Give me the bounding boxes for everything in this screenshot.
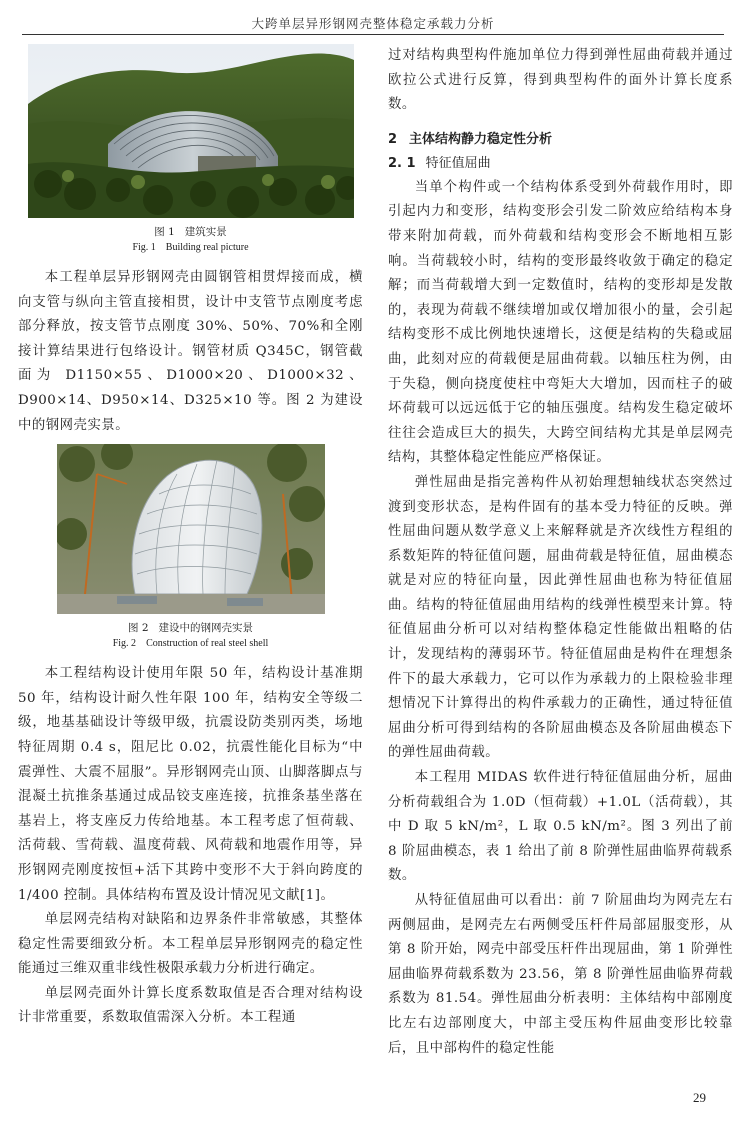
figure-1-title-cn: 建筑实景 <box>184 226 227 238</box>
figure-1-caption-cn <box>18 224 363 240</box>
figure-1 <box>18 44 363 256</box>
right-paragraph-4: 从特征值屈曲可以看出：前 7 阶屈曲均为网壳左右两侧屈曲，是网壳左右两侧受压杆件局部屈服变形，从第 8 阶开始，网壳中部受压杆件出现屈曲，第 1 阶弹性屈曲临界荷载系数为 23.56，第 8 阶弹性屈曲临界荷载系数为 81.54。弹性屈曲分析表明：主体结构中部刚度比左右边部刚度大，中部主受压构件屈曲变形比较靠后，且中部构件的稳定性能 <box>388 893 733 1056</box>
left-paragraph-4: 单层网壳面外计算长度系数取值是否合理对结构设计非常重要，系数取值需深入分析。本工程通 <box>18 985 363 1026</box>
section-2-heading <box>388 128 733 152</box>
left-column <box>18 44 363 1031</box>
right-paragraph-3: 本工程用 MIDAS 软件进行特征值屈曲分析，屈曲分析荷载组合为 1.0D（恒荷载）+1.0L（活荷载），其中 D 取 5 kN/m²，L 取 0.5 kN/m²。图 3 列出了前 8 阶屈曲模态，表 1 给出了前 8 阶弹性屈曲临界荷载系数。 <box>388 770 733 884</box>
section-2-title: 主体结构静力稳定性分析 <box>409 131 553 147</box>
header-rule <box>22 34 724 35</box>
right-column <box>388 44 733 1061</box>
section-2-number: 2 <box>388 131 398 147</box>
figure-2-caption-cn <box>18 620 363 636</box>
left-paragraph-1: 本工程单层异形钢网壳由圆钢管相贯焊接而成，横向支管与纵向主管直接相贯，设计中支管节点刚度考虑部分释放，按支管节点刚度 30%、50%、70%和全刚接计算结果进行包络设计。钢管材质 Q345C，钢管截面为 D1150×55、D1000×20、D1000×32、D900×14、D950×14、D325×10 等。图 2 为建设中的钢网壳实景。 <box>18 270 363 433</box>
construction-photo-illustration <box>57 444 325 614</box>
figure-1-caption-en <box>18 240 363 256</box>
building-photo <box>28 44 354 218</box>
right-paragraph-2: 弹性屈曲是指完善构件从初始理想轴线状态突然过渡到变形状态，是构件固有的基本受力特征的反映。弹性屈曲问题从数学意义上来解释就是齐次线性方程组的系数矩阵的特征值问题，屈曲荷载是特征值，屈曲模态就是对应的特征向量，因此弹性屈曲也称为特征值屈曲。结构的特征值屈曲用结构的线弹性模型来计算。特征值屈曲分析可以对结构整体稳定性能做出粗略的估计，发现结构的薄弱环节。特征值屈曲是构件在理想条件下的最大承载力，它可以作为承载力的上限检验非理想情况下计算得出的构件承载力的正确性，通过特征值屈曲分析可得到结构的各阶屈曲模态及各阶屈曲模态下的弹性屈曲荷载。 <box>388 474 733 761</box>
figure-2-caption-en <box>18 636 363 652</box>
section-2-1-number: 2. 1 <box>388 155 416 171</box>
figure-2-label-cn: 图 2 <box>127 622 149 635</box>
section-2-1-heading <box>388 152 733 176</box>
running-title: 大跨单层异形钢网壳整体稳定承载力分析 <box>251 16 495 31</box>
right-paragraph-1: 当单个构件或一个结构体系受到外荷载作用时，即引起内力和变形，结构变形会引发二阶效应给结构本身带来附加荷载，而外荷载和结构变形会不断地相互影响。当荷载较小时，结构的变形最终收敛于确定的稳定解；而当荷载增大到一定数值时，结构的变形却是发散的，表现为荷载不继续增加或仅增加很小的量，会引起结构变形不成比例地快速增长，这便是结构的失稳或屈曲，此刻对应的荷载便是屈曲荷载。以轴压柱为例，由于失稳，侧向挠度使柱中弯矩大大增加，因而柱子的破坏荷载可以远远低于它的轴压强度。结构发生稳定破坏往往会造成巨大的损失，大跨空间结构尤其是单层网壳结构，其整体稳定性能应严格保证。 <box>388 179 733 466</box>
figure-2 <box>18 444 363 652</box>
figure-2-title-en: Construction of real steel shell <box>146 638 269 650</box>
figure-1-title-en: Building real picture <box>165 242 249 253</box>
figure-2-title-cn: 建设中的钢网壳实景 <box>158 622 254 635</box>
building-photo-illustration <box>28 44 354 218</box>
figure-2-label-en: Fig. 2 <box>112 638 137 650</box>
page-number: 29 <box>693 1090 706 1105</box>
left-paragraph-2: 本工程结构设计使用年限 50 年，结构设计基准期 50 年，结构设计耐久性年限 100 年，结构安全等级二级，地基基础设计等级甲级，抗震设防类别丙类，场地特征周期 0.4 s，阻尼比 0.02，抗震性能化目标为“中震弹性、大震不屈服”。异形钢网壳山顶、山脚落脚点与混凝土抗推条基通过成品铰支座连接，抗推条基坐落在基岩上，将支座反力传给地基。本工程考虑了恒荷载、活荷载、雪荷载、温度荷载、风荷载和地震作用等，异形钢网壳刚度按恒+活下其跨中变形不大于斜向跨度的 1/400 控制。具体结构布置及设计情况见文献[1]。 <box>18 666 363 903</box>
left-paragraph-3: 单层网壳结构对缺陷和边界条件非常敏感，其整体稳定性需要细致分析。本工程单层异形钢网壳的稳定性能通过三维双重非线性极限承载力分析进行确定。 <box>18 912 363 977</box>
figure-1-label-cn: 图 1 <box>154 226 175 238</box>
right-paragraph-0: 过对结构典型构件施加单位力得到弹性屈曲荷载并通过欧拉公式进行反算，得到典型构件的面外计算长度系数。 <box>388 48 733 113</box>
construction-photo <box>57 444 325 614</box>
figure-1-label-en: Fig. 1 <box>132 242 156 253</box>
section-2-1-title: 特征值屈曲 <box>425 155 491 171</box>
